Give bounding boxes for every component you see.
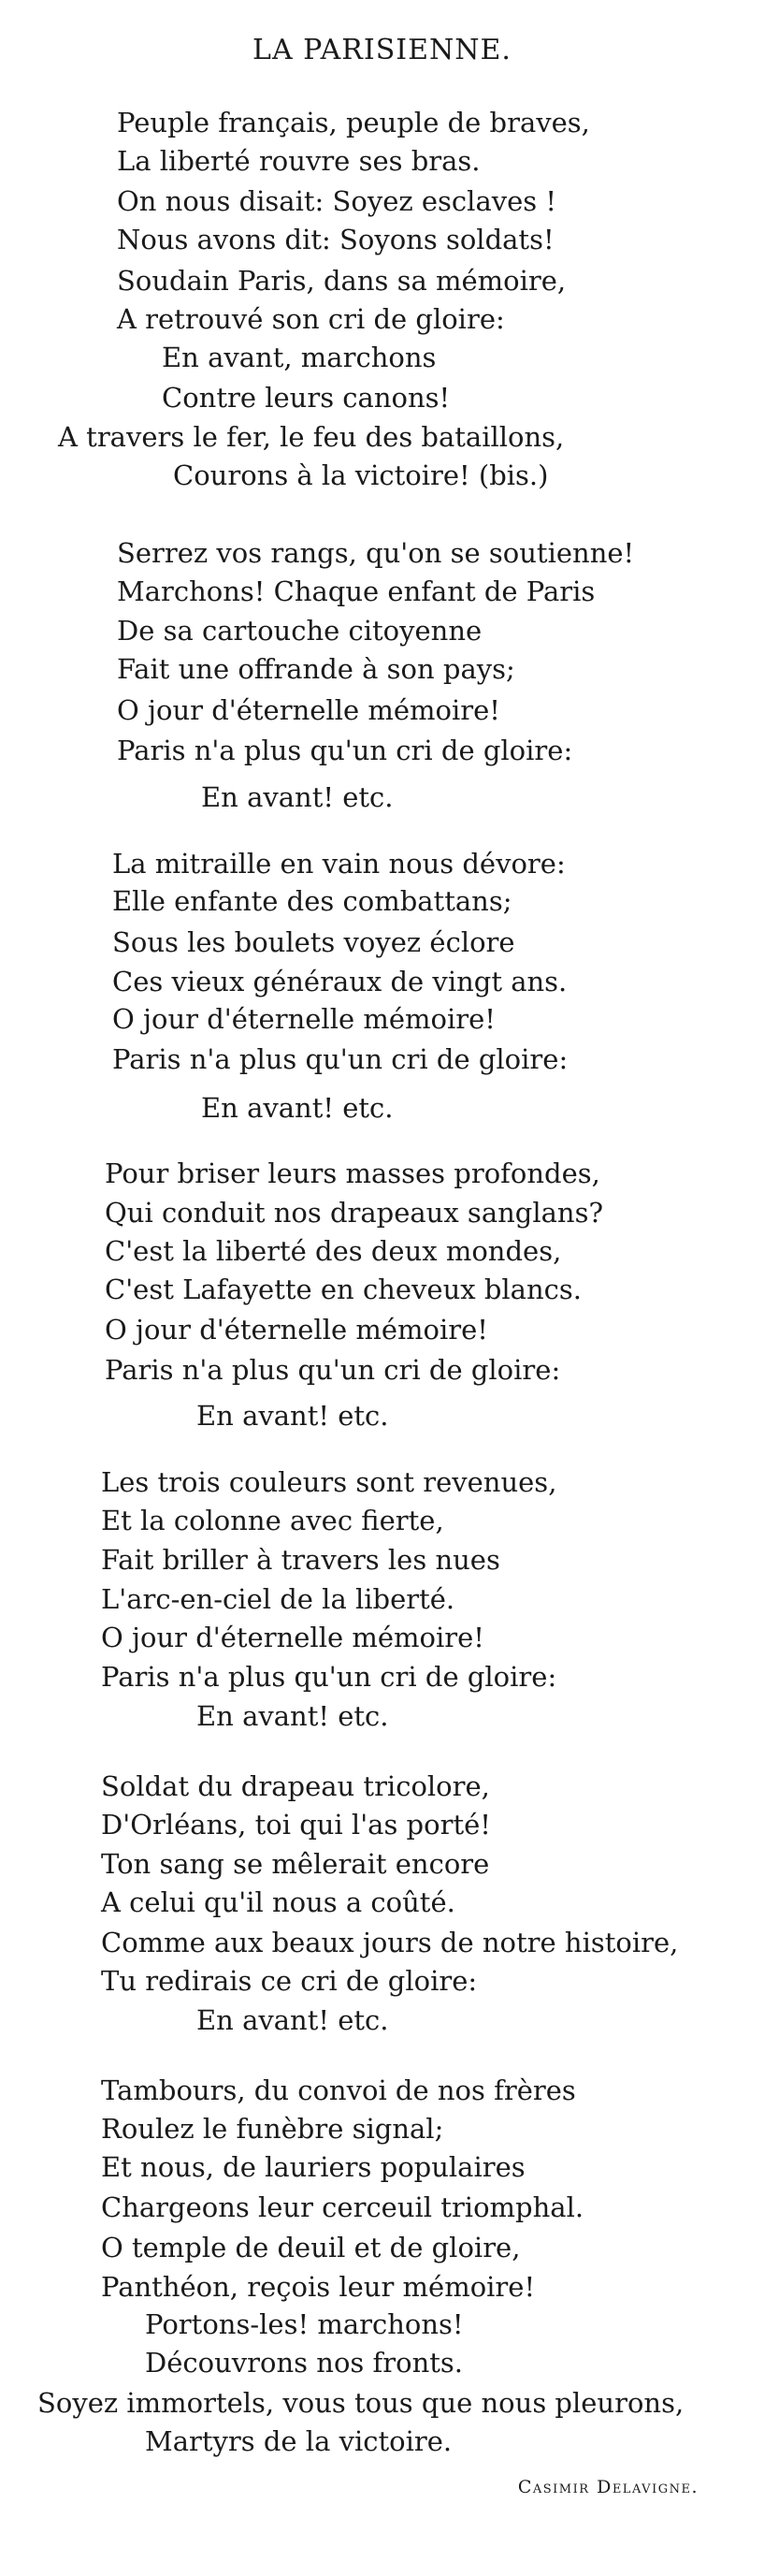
poem-line: L'arc-en-ciel de la liberté. bbox=[101, 1583, 455, 1615]
poem-line: Courons à la victoire! (bis.) bbox=[173, 459, 549, 491]
poem-line: Soyez immortels, vous tous que nous pleurons, bbox=[37, 2387, 685, 2419]
poem-line: Les trois couleurs sont revenues, bbox=[101, 1466, 557, 1498]
poem-line: Découvrons nos fronts. bbox=[145, 2347, 463, 2379]
poem-line: On nous disait: Soyez esclaves ! bbox=[117, 185, 557, 217]
poem-line: Et la colonne avec fierte, bbox=[101, 1505, 444, 1536]
poem-line: C'est la liberté des deux mondes, bbox=[105, 1235, 562, 1267]
poem-line: Soldat du drapeau tricolore, bbox=[101, 1770, 490, 1802]
author-signature: Casimir Delavigne. bbox=[517, 2477, 699, 2497]
poem-line: A celui qu'il nous a coûté. bbox=[101, 1886, 455, 1918]
poem-line: O jour d'éternelle mémoire! bbox=[112, 1003, 496, 1035]
poem-line: Ton sang se mêlerait encore bbox=[101, 1848, 490, 1880]
poem-line: En avant! etc. bbox=[201, 1092, 394, 1124]
poem-line: En avant! etc. bbox=[196, 1700, 389, 1732]
poem-line: Qui conduit nos drapeaux sanglans? bbox=[105, 1197, 604, 1229]
poem-line: Soudain Paris, dans sa mémoire, bbox=[117, 265, 567, 297]
poem-line: Nous avons dit: Soyons soldats! bbox=[117, 224, 555, 255]
poem-line: Paris n'a plus qu'un cri de gloire: bbox=[105, 1354, 561, 1386]
poem-line: Comme aux beaux jours de notre histoire, bbox=[101, 1927, 679, 1958]
poem-line: Chargeons leur cerceuil triomphal. bbox=[101, 2191, 584, 2223]
poem-line: Serrez vos rangs, qu'on se soutienne! bbox=[117, 537, 635, 569]
poem-line: Paris n'a plus qu'un cri de gloire: bbox=[117, 735, 573, 766]
poem-line: En avant! etc. bbox=[196, 2004, 389, 2036]
poem-line: A retrouvé son cri de gloire: bbox=[117, 303, 505, 335]
poem-line: O jour d'éternelle mémoire! bbox=[105, 1314, 488, 1346]
poem-line: La mitraille en vain nous dévore: bbox=[112, 848, 566, 880]
poem-line: Ces vieux généraux de vingt ans. bbox=[112, 966, 568, 997]
poem-line: Tambours, du convoi de nos frères bbox=[101, 2074, 576, 2106]
poem-line: Sous les boulets voyez éclore bbox=[112, 926, 515, 958]
poem-line: Fait briller à travers les nues bbox=[101, 1544, 500, 1576]
poem-line: Fait une offrande à son pays; bbox=[117, 653, 515, 685]
poem-line: Panthéon, reçois leur mémoire! bbox=[101, 2271, 536, 2303]
poem-line: Portons-les! marchons! bbox=[145, 2308, 464, 2340]
poem-line: La liberté rouvre ses bras. bbox=[117, 145, 481, 177]
poem-line: Paris n'a plus qu'un cri de gloire: bbox=[101, 1661, 557, 1693]
poem-line: A travers le fer, le feu des bataillons, bbox=[58, 421, 565, 453]
poem-line: O jour d'éternelle mémoire! bbox=[101, 1622, 484, 1653]
poem-title: LA PARISIENNE. bbox=[252, 34, 512, 66]
poem-line: De sa cartouche citoyenne bbox=[117, 615, 483, 647]
poem-line: Tu redirais ce cri de gloire: bbox=[101, 1965, 478, 1997]
poem-line: Martyrs de la victoire. bbox=[145, 2425, 453, 2457]
poem-line: O jour d'éternelle mémoire! bbox=[117, 694, 500, 726]
poem-line: Elle enfante des combattans; bbox=[112, 885, 512, 917]
poem-line: En avant! etc. bbox=[196, 1400, 389, 1432]
poem-line: C'est Lafayette en cheveux blancs. bbox=[105, 1273, 582, 1305]
poem-line: En avant, marchons bbox=[162, 342, 437, 373]
poem-line: Contre leurs canons! bbox=[162, 382, 451, 414]
poem-line: Paris n'a plus qu'un cri de gloire: bbox=[112, 1043, 569, 1075]
poem-line: Et nous, de lauriers populaires bbox=[101, 2151, 526, 2183]
poem-line: Peuple français, peuple de braves, bbox=[117, 107, 590, 138]
poem-line: O temple de deuil et de gloire, bbox=[101, 2232, 521, 2263]
poem-line: Pour briser leurs masses profondes, bbox=[105, 1157, 600, 1189]
poem-line: D'Orléans, toi qui l'as porté! bbox=[101, 1809, 491, 1841]
poem-line: Roulez le funèbre signal; bbox=[101, 2113, 444, 2145]
poem-line: Marchons! Chaque enfant de Paris bbox=[117, 575, 596, 607]
poem-line: En avant! etc. bbox=[201, 781, 394, 813]
